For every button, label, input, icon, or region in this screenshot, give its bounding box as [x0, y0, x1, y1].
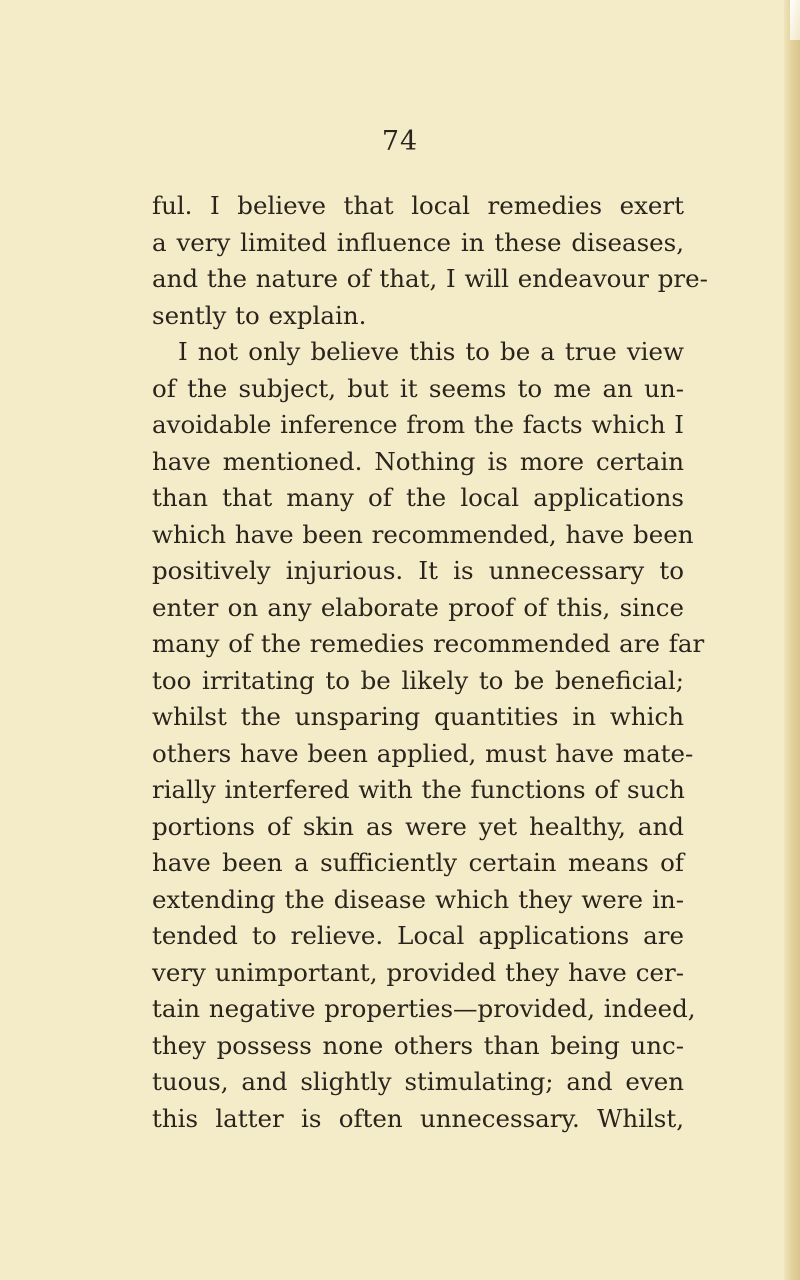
- text-line: portions of skin as were yet healthy, and: [152, 811, 684, 841]
- text-line: have been a sufficiently certain means of: [152, 848, 684, 877]
- page-number: 74: [381, 126, 419, 157]
- text-line: positively injurious. It is unnecessary to: [152, 556, 684, 585]
- text-line: and the nature of that, I will endeavour pre-: [152, 264, 708, 293]
- text-line: tain negative properties—provided, indeed,: [152, 994, 696, 1023]
- text-line: this latter is often unnecessary. Whilst,: [152, 1103, 684, 1133]
- text-line: than that many of the local applications: [152, 483, 684, 512]
- text-line: many of the remedies recommended are far: [152, 629, 705, 658]
- text-line: a very limited influence in these diseases,: [152, 227, 684, 257]
- text-line: extending the disease which they were in-: [152, 884, 684, 914]
- text-line: very unimportant, provided they have cer-: [152, 957, 684, 987]
- text-line: enter on any elaborate proof of this, since: [152, 592, 684, 622]
- text-line: tended to relieve. Local applications are: [152, 921, 684, 950]
- text-line: too irritating to be likely to be beneficial;: [152, 665, 684, 695]
- text-line: of the subject, but it seems to me an un-: [152, 373, 684, 403]
- page-edge: [784, 0, 800, 1280]
- text-line: sently to explain.: [152, 300, 367, 330]
- text-line: have mentioned. Nothing is more certain: [152, 446, 684, 476]
- text-line: rially interfered with the functions of such: [152, 775, 685, 804]
- text-line: whilst the unsparing quantities in which: [152, 702, 684, 731]
- text-line: ful. I believe that local remedies exert: [152, 191, 684, 220]
- text-line: avoidable inference from the facts which I: [152, 410, 684, 439]
- text-line: others have been applied, must have mate-: [152, 738, 694, 768]
- paragraph-start-line: I not only believe this to be a true view: [178, 337, 684, 366]
- text-line: they possess none others than being unc-: [152, 1030, 684, 1060]
- text-line: which have been recommended, have been: [152, 519, 694, 549]
- text-line: tuous, and slightly stimulating; and even: [152, 1067, 684, 1096]
- page-corner-fold: [790, 0, 800, 40]
- body-text: [152, 188, 708, 1137]
